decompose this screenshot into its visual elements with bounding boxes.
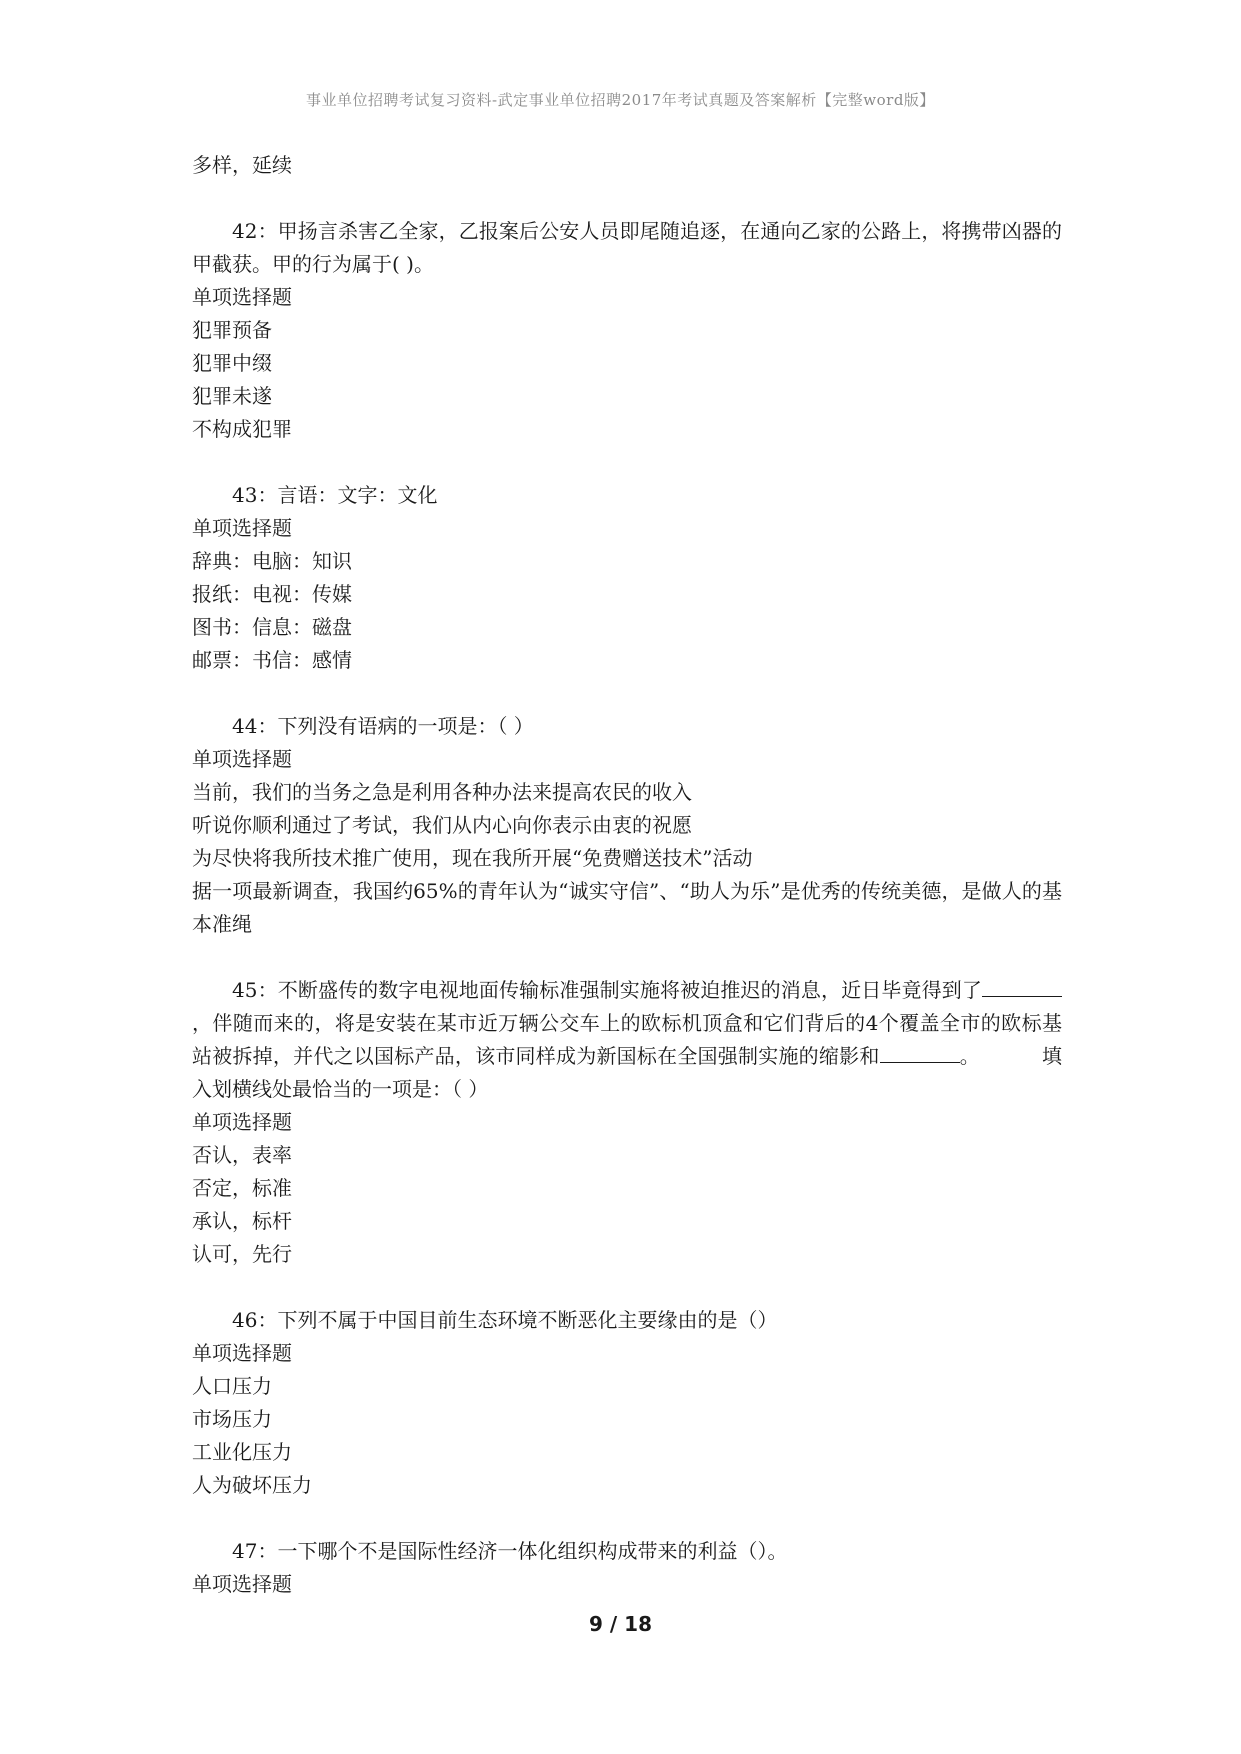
option-d: 不构成犯罪 <box>192 417 292 441</box>
option-d: 邮票：书信：感情 <box>192 648 352 672</box>
question-text-part1: 45：不断盛传的数字电视地面传输标准强制实施将被迫推迟的消息，近日毕竟得到了 <box>232 978 982 1002</box>
question-44 <box>192 710 1062 941</box>
fill-prompt: 填入划横线处最恰当的一项是：（ ） <box>192 1044 1063 1101</box>
intro-line: 多样，延续 <box>192 153 292 177</box>
spacer <box>192 1271 1062 1304</box>
option-a: 犯罪预备 <box>192 318 272 342</box>
question-46 <box>192 1304 1062 1502</box>
question-type: 单项选择题 <box>192 1572 292 1596</box>
option-a: 人口压力 <box>192 1374 272 1398</box>
spacer <box>192 446 1062 479</box>
option-c: 为尽快将我所技术推广使用，现在我所开展“免费赠送技术”活动 <box>192 846 753 870</box>
question-text: 43：言语：文字：文化 <box>232 483 438 507</box>
question-text-part2: ，伴随而来的，将是安装在某市近万辆公交车上的欧标机顶盒和它们背后的4个覆盖全市的欧标基站被拆掉，并代之以国标产品，该市同样成为新国标在全国强制实施的缩影和 <box>192 1011 1062 1068</box>
option-c: 工业化压力 <box>192 1440 292 1464</box>
question-42 <box>192 215 1062 446</box>
question-type: 单项选择题 <box>192 1341 292 1365</box>
page-header: 事业单位招聘考试复习资料-武定事业单位招聘2017年考试真题及答案解析【完整word版】 <box>306 91 935 109</box>
option-a: 辞典：电脑：知识 <box>192 549 352 573</box>
spacer <box>192 1502 1062 1535</box>
question-type: 单项选择题 <box>192 285 292 309</box>
question-47 <box>192 1535 1062 1601</box>
option-d: 认可，先行 <box>192 1242 292 1266</box>
option-b: 犯罪中缀 <box>192 351 272 375</box>
option-d: 据一项最新调查，我国约65%的青年认为“诚实守信”、“助人为乐”是优秀的传统美德，是做人的基本准绳 <box>192 879 1062 936</box>
question-text-part3: 。 <box>959 1044 981 1068</box>
question-text: 47：一下哪个不是国际性经济一体化组织构成带来的利益（）。 <box>232 1539 788 1563</box>
question-text <box>192 974 1062 1106</box>
question-type: 单项选择题 <box>192 1110 292 1134</box>
question-text: 44：下列没有语病的一项是：（ ） <box>232 714 534 738</box>
option-c: 承认，标杆 <box>192 1209 292 1233</box>
question-text: 42：甲扬言杀害乙全家，乙报案后公安人员即尾随追逐，在通向乙家的公路上，将携带凶器的甲截获。甲的行为属于( )。 <box>192 219 1062 276</box>
page-number: 9 / 18 <box>589 1612 652 1636</box>
question-type: 单项选择题 <box>192 747 292 771</box>
spacer <box>192 941 1062 974</box>
question-text: 46：下列不属于中国目前生态环境不断恶化主要缘由的是（） <box>232 1308 778 1332</box>
document-body <box>192 149 1062 1601</box>
answer-blank-2 <box>880 1042 960 1063</box>
option-d: 人为破坏压力 <box>192 1473 312 1497</box>
question-45 <box>192 974 1062 1271</box>
question-type: 单项选择题 <box>192 516 292 540</box>
option-c: 图书：信息：磁盘 <box>192 615 352 639</box>
question-43 <box>192 479 1062 677</box>
option-b: 报纸：电视：传媒 <box>192 582 352 606</box>
spacer <box>192 677 1062 710</box>
answer-blank-1 <box>982 976 1062 997</box>
option-b: 市场压力 <box>192 1407 272 1431</box>
option-a: 当前，我们的当务之急是利用各种办法来提高农民的收入 <box>192 780 692 804</box>
spacer <box>192 182 1062 215</box>
option-b: 否定，标准 <box>192 1176 292 1200</box>
option-c: 犯罪未遂 <box>192 384 272 408</box>
option-a: 否认，表率 <box>192 1143 292 1167</box>
option-b: 听说你顺利通过了考试，我们从内心向你表示由衷的祝愿 <box>192 813 692 837</box>
